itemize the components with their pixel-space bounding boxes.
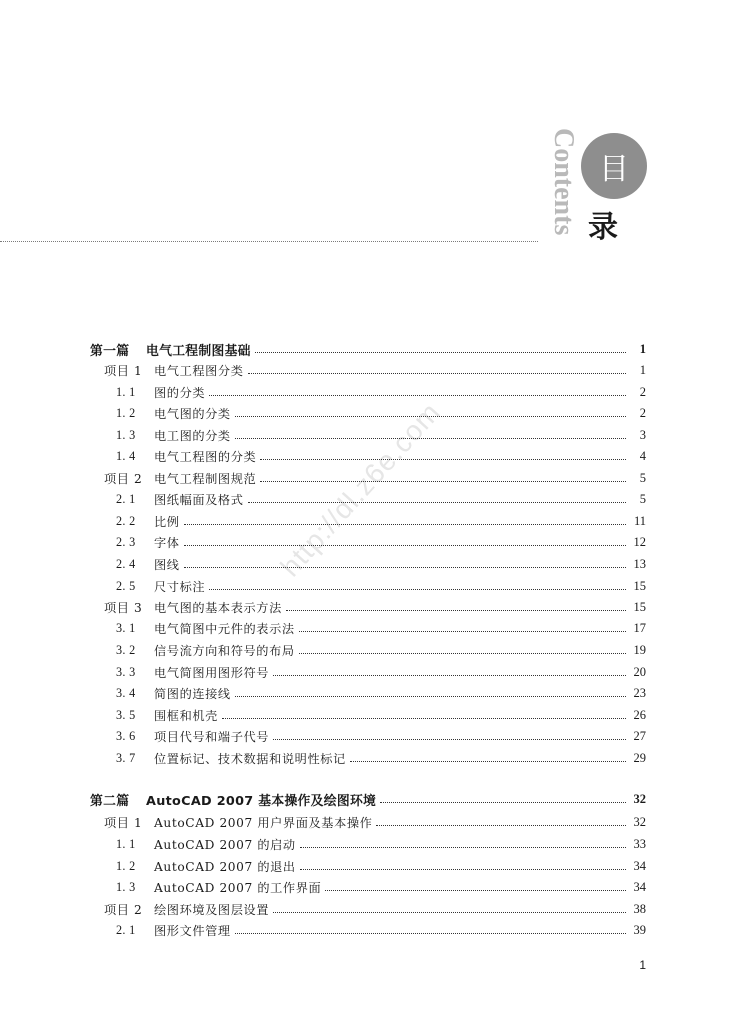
toc-entry-leader xyxy=(248,502,626,503)
toc-entry-number: 项目 1 xyxy=(104,815,143,830)
toc-entry-page: 4 xyxy=(639,448,646,463)
toc-entry-title: 简图的连接线 xyxy=(154,686,231,701)
toc-entry-title: 图线 xyxy=(154,557,180,572)
toc-entry-number: 2. 1 xyxy=(116,491,136,506)
toc-entry-title: 电气工程制图基础 xyxy=(146,343,251,359)
toc-entry-title: AutoCAD 2007 的工作界面 xyxy=(154,880,322,895)
toc-entry-page: 12 xyxy=(633,534,646,549)
toc-entry[interactable] xyxy=(116,683,646,703)
toc-entry-leader xyxy=(300,869,626,870)
toc-entry-number: 项目 2 xyxy=(104,902,143,917)
toc-entry-title: AutoCAD 2007 用户界面及基本操作 xyxy=(154,815,373,830)
toc-entry[interactable] xyxy=(116,618,646,638)
toc-entry-leader xyxy=(286,610,626,611)
toc-entry-leader xyxy=(184,567,626,568)
toc-entry-page: 32 xyxy=(633,791,646,806)
toc-entry-page: 1 xyxy=(639,362,646,377)
toc-entry-leader xyxy=(235,933,626,934)
toc-entry-title: 电气图的分类 xyxy=(154,406,231,421)
toc-entry-page: 13 xyxy=(633,556,646,571)
toc-entry-page: 23 xyxy=(633,685,646,700)
toc-entry-page: 29 xyxy=(633,750,646,765)
toc-entry-page: 15 xyxy=(633,599,646,614)
toc-entry-number: 1. 2 xyxy=(116,405,136,420)
toc-entry[interactable] xyxy=(116,382,646,402)
toc-entry-number: 3. 1 xyxy=(116,620,136,635)
toc-entry[interactable] xyxy=(104,468,646,488)
toc-entry[interactable] xyxy=(90,789,646,809)
toc-entry-title: 绘图环境及图层设置 xyxy=(154,902,270,917)
toc-entry-title: 电气工程图分类 xyxy=(154,363,244,378)
toc-entry-leader xyxy=(273,675,626,676)
toc-entry-number: 3. 7 xyxy=(116,750,136,765)
toc-entry-page: 3 xyxy=(639,427,646,442)
toc-entry-title: 尺寸标注 xyxy=(154,579,206,594)
toc-entry[interactable] xyxy=(116,425,646,445)
toc-entry-leader xyxy=(209,395,626,396)
toc-entry-page: 5 xyxy=(639,470,646,485)
toc-entry-leader xyxy=(209,589,626,590)
toc-entry-number: 1. 4 xyxy=(116,448,136,463)
toc-entry-title: 字体 xyxy=(154,535,180,550)
toc-entry[interactable] xyxy=(116,662,646,682)
toc-entry-page: 32 xyxy=(633,814,646,829)
toc-entry[interactable] xyxy=(116,532,646,552)
toc-entry[interactable] xyxy=(116,446,646,466)
toc-entry[interactable] xyxy=(116,640,646,660)
toc-entry[interactable] xyxy=(116,489,646,509)
toc-entry[interactable] xyxy=(116,920,646,940)
toc-entry-number: 1. 1 xyxy=(116,384,136,399)
toc-entry-title: AutoCAD 2007 基本操作及绘图环境 xyxy=(146,793,377,809)
toc-entry-leader xyxy=(273,739,626,740)
toc-entry-number: 3. 3 xyxy=(116,664,136,679)
toc-entry[interactable] xyxy=(104,812,646,832)
toc-entry-title: 围框和机壳 xyxy=(154,708,218,723)
toc-entry-number: 1. 1 xyxy=(116,836,136,851)
heading-lu-char: 录 xyxy=(588,210,618,245)
toc-entry-leader xyxy=(260,459,626,460)
toc-entry-title: 电工图的分类 xyxy=(154,428,231,443)
toc-entry-leader xyxy=(350,761,626,762)
toc-entry-title: 信号流方向和符号的布局 xyxy=(154,643,295,658)
toc-entry-title: 电气工程制图规范 xyxy=(154,471,257,486)
toc-entry-page: 19 xyxy=(633,642,646,657)
toc-entry-number: 2. 3 xyxy=(116,534,136,549)
page-number: 1 xyxy=(639,958,646,972)
toc-entry-page: 26 xyxy=(633,707,646,722)
toc-entry-number: 1. 2 xyxy=(116,858,136,873)
toc-entry-title: 电气简图中元件的表示法 xyxy=(154,621,295,636)
toc-entry-leader xyxy=(255,352,626,353)
toc-entry-title: AutoCAD 2007 的启动 xyxy=(154,837,296,852)
toc-entry-number: 项目 1 xyxy=(104,363,143,378)
heading-mu-char: 目 xyxy=(599,152,629,187)
toc-entry-page: 15 xyxy=(633,578,646,593)
toc-entry-page: 20 xyxy=(633,664,646,679)
toc-entry-title: 图纸幅面及格式 xyxy=(154,492,244,507)
toc-entry-number: 第一篇 xyxy=(90,343,130,359)
toc-entry-title: 位置标记、技术数据和说明性标记 xyxy=(154,751,346,766)
toc-entry-leader xyxy=(235,438,626,439)
toc-entry-leader xyxy=(235,696,626,697)
toc-entry-page: 5 xyxy=(639,491,646,506)
toc-entry-title: 电气图的基本表示方法 xyxy=(154,600,282,615)
toc-entry[interactable] xyxy=(116,705,646,725)
toc-entry-title: 图的分类 xyxy=(154,385,206,400)
toc-entry[interactable] xyxy=(116,748,646,768)
toc-entry[interactable] xyxy=(116,554,646,574)
toc-entry-number: 1. 3 xyxy=(116,879,136,894)
toc-entry[interactable] xyxy=(116,576,646,596)
toc-entry[interactable] xyxy=(116,856,646,876)
toc-entry-number: 2. 4 xyxy=(116,556,136,571)
toc-entry[interactable] xyxy=(116,511,646,531)
toc-entry-number: 3. 6 xyxy=(116,728,136,743)
toc-entry-number: 2. 2 xyxy=(116,513,136,528)
toc-entry[interactable] xyxy=(104,360,646,380)
toc-entry-number: 3. 5 xyxy=(116,707,136,722)
toc-entry-leader xyxy=(325,890,626,891)
toc-entry-page: 11 xyxy=(633,513,646,528)
toc-entry-page: 39 xyxy=(633,922,646,937)
toc-entry[interactable] xyxy=(104,899,646,919)
watermark: http://dl.z6e.com xyxy=(274,396,447,583)
toc-entry-number: 3. 2 xyxy=(116,642,136,657)
toc-entry-title: 电气简图用图形符号 xyxy=(154,665,270,680)
toc-entry-page: 38 xyxy=(633,901,646,916)
toc-entry-number: 1. 3 xyxy=(116,427,136,442)
toc-entry-title: 电气工程图的分类 xyxy=(154,449,257,464)
toc-entry-leader xyxy=(299,631,626,632)
toc-entry[interactable] xyxy=(116,877,646,897)
toc-entry[interactable] xyxy=(116,726,646,746)
toc-entry-number: 第二篇 xyxy=(90,793,130,809)
toc-entry-number: 2. 5 xyxy=(116,578,136,593)
toc-entry-title: 比例 xyxy=(154,514,180,529)
toc-entry-page: 34 xyxy=(633,879,646,894)
toc-entry-number: 3. 4 xyxy=(116,685,136,700)
toc-entry[interactable] xyxy=(116,403,646,423)
toc-entry-leader xyxy=(248,373,626,374)
toc-entry-number: 项目 3 xyxy=(104,600,143,615)
toc-entry-page: 34 xyxy=(633,858,646,873)
toc-entry[interactable] xyxy=(116,834,646,854)
toc-entry-page: 17 xyxy=(633,620,646,635)
toc-entry-page: 1 xyxy=(639,341,646,356)
toc-entry-leader xyxy=(222,718,626,719)
toc-entry-leader xyxy=(299,653,626,654)
toc-entry-page: 2 xyxy=(639,384,646,399)
toc-entry-title: 图形文件管理 xyxy=(154,923,231,938)
toc-entry-leader xyxy=(273,912,626,913)
toc-entry-leader xyxy=(184,545,626,546)
toc-entry-page: 27 xyxy=(633,728,646,743)
toc-entry-page: 2 xyxy=(639,405,646,420)
toc-entry-leader xyxy=(235,416,626,417)
toc-entry-leader xyxy=(380,802,626,803)
toc-entry[interactable] xyxy=(104,597,646,617)
toc-entry-number: 2. 1 xyxy=(116,922,136,937)
toc-entry[interactable] xyxy=(90,339,646,359)
toc-entry-page: 33 xyxy=(633,836,646,851)
toc-entry-leader xyxy=(260,481,626,482)
toc-entry-leader xyxy=(376,825,626,826)
toc-entry-leader xyxy=(184,524,626,525)
toc-entry-number: 项目 2 xyxy=(104,471,143,486)
toc-entry-title: 项目代号和端子代号 xyxy=(154,729,270,744)
contents-vertical-label: Contents xyxy=(548,128,579,236)
toc-entry-leader xyxy=(300,847,626,848)
toc-entry-title: AutoCAD 2007 的退出 xyxy=(154,859,296,874)
